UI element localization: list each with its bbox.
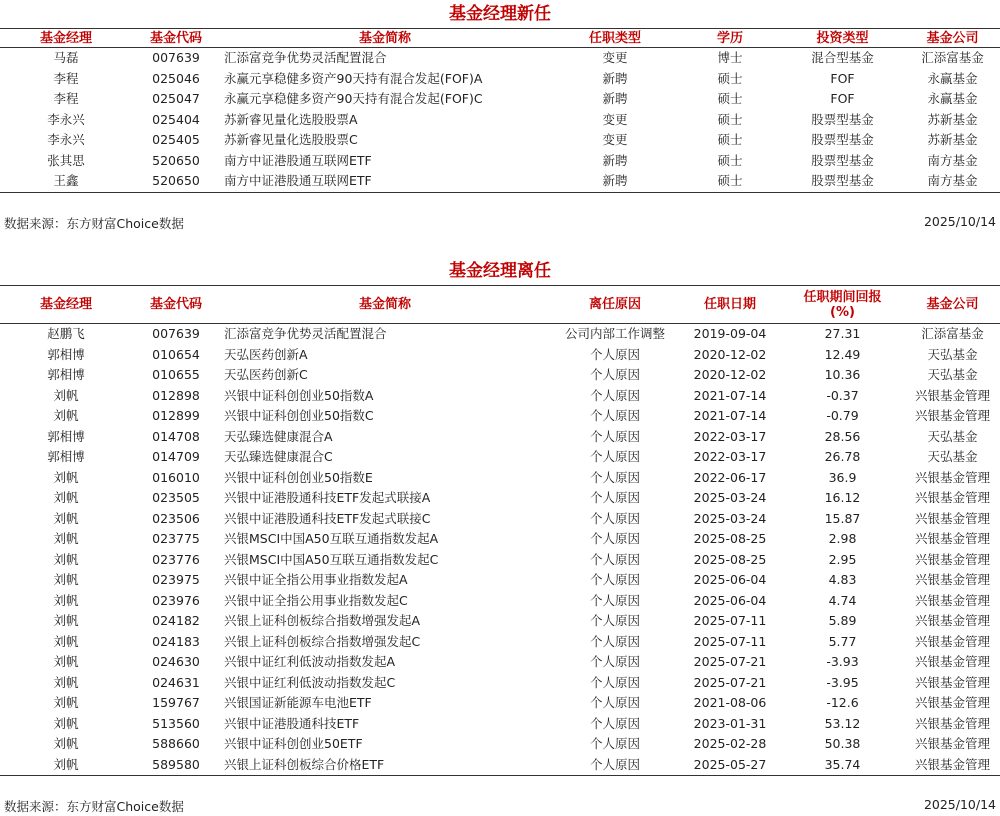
table-cell: 4.83 — [828, 572, 857, 587]
table-cell: 024630 — [152, 654, 200, 669]
table-cell: 2022-06-17 — [693, 469, 767, 485]
table-row — [0, 673, 1000, 694]
column-header: 基金代码 — [132, 29, 220, 48]
table-cell: 兴银国证新能源车电池ETF — [224, 695, 372, 710]
table-cell: 010654 — [152, 346, 200, 362]
table-cell: 兴银基金管理 — [914, 613, 990, 628]
table-cell: 李永兴 — [47, 132, 85, 147]
table-cell: 南方中证港股通互联网ETF — [220, 171, 550, 192]
table-cell: 刘帆 — [53, 387, 79, 403]
table-cell: 2025-07-21 — [693, 674, 767, 690]
table-cell: 公司内部工作调整 — [564, 326, 665, 341]
table-cell: 李程 — [53, 91, 79, 106]
table-cell: 兴银基金管理 — [905, 755, 1000, 776]
table-cell: 2025-03-24 — [693, 510, 767, 526]
table-cell: 个人原因 — [550, 755, 680, 776]
table-row — [0, 171, 1000, 192]
table-cell: 024631 — [152, 674, 200, 690]
table-cell: 天弘基金 — [927, 449, 978, 464]
table-cell: 个人原因 — [589, 633, 640, 649]
table-cell: 新聘 — [550, 171, 680, 192]
table-cell: 兴银上证科创板综合指数增强发起A — [224, 613, 421, 628]
table-cell: 个人原因 — [589, 428, 640, 444]
table-cell: 兴银中证科创创业50指数E — [224, 469, 373, 485]
table-cell: 苏新睿见量化选股股票A — [224, 111, 358, 127]
table-cell: 个人原因 — [589, 408, 640, 423]
table-cell: 007639 — [152, 326, 200, 341]
table-cell: 兴银基金管理 — [914, 408, 990, 423]
table-cell: 023505 — [152, 490, 200, 505]
table-cell: 个人原因 — [589, 715, 640, 731]
table-cell: 股票型基金 — [780, 171, 905, 192]
table-cell: 个人原因 — [589, 551, 640, 567]
table-cell: 兴银中证红利低波动指数发起A — [224, 654, 396, 669]
table-cell: 刘帆 — [53, 654, 79, 669]
table-cell: 硕士 — [680, 171, 780, 192]
table-cell: 南方中证港股通互联网ETF — [224, 152, 372, 168]
table-cell: 588660 — [152, 736, 200, 751]
column-header: 任职类型 — [550, 29, 680, 48]
table-cell: 硕士 — [717, 91, 743, 106]
table-cell: 2025-06-04 — [693, 592, 767, 608]
table-cell: 个人原因 — [589, 531, 640, 546]
table-row — [0, 488, 1000, 509]
table-cell: 2021-07-14 — [693, 387, 767, 403]
table-row — [0, 151, 1000, 172]
table-cell: 个人原因 — [589, 592, 640, 608]
table-row — [0, 324, 1000, 345]
table-cell: 永赢元享稳健多资产90天持有混合发起(FOF)C — [224, 91, 483, 106]
table-cell: 35.74 — [780, 755, 905, 776]
table-cell: 2023-01-31 — [693, 715, 767, 731]
table-cell: 007639 — [152, 50, 200, 65]
table-cell: 刘帆 — [53, 592, 79, 608]
table-cell: 混合型基金 — [811, 50, 874, 65]
table-cell: 014709 — [152, 449, 200, 464]
table-cell: -12.6 — [826, 695, 859, 710]
table-cell: 天弘基金 — [927, 346, 978, 362]
table-cell: 兴银中证港股通科技ETF发起式联接C — [224, 510, 431, 526]
table-cell: 南方基金 — [927, 152, 978, 168]
table-cell: 36.9 — [828, 469, 857, 485]
table-cell: 023976 — [152, 592, 200, 608]
new-managers-table — [0, 28, 1000, 193]
table-cell: -0.37 — [826, 387, 859, 403]
table-cell: 天弘医药创新C — [224, 367, 308, 382]
table-cell: FOF — [830, 91, 855, 106]
table-cell: 刘帆 — [53, 613, 79, 628]
table-cell: 025046 — [152, 70, 200, 86]
table-cell: 012899 — [152, 408, 200, 423]
table-cell: 个人原因 — [589, 387, 640, 403]
table-cell: 个人原因 — [589, 654, 640, 669]
table-cell: 个人原因 — [589, 449, 640, 464]
table-cell: 2.95 — [828, 551, 857, 567]
table-cell: 2020-12-02 — [693, 346, 767, 362]
table-cell: 变更 — [602, 50, 628, 65]
table-cell: 苏新睿见量化选股股票C — [224, 132, 358, 147]
table-cell: 26.78 — [824, 449, 861, 464]
column-header: 任职日期 — [680, 286, 780, 324]
table-cell: 2025-07-11 — [693, 633, 767, 649]
table-cell: 2025-03-24 — [693, 490, 767, 505]
table-row — [0, 69, 1000, 90]
table-cell: 兴银基金管理 — [914, 633, 990, 649]
table-cell: 变更 — [602, 132, 628, 147]
column-header: 基金公司 — [905, 29, 1000, 48]
table-cell: 汇添富基金 — [921, 326, 984, 341]
departed-managers-table — [0, 285, 1000, 776]
table-cell: 变更 — [602, 111, 628, 127]
column-header: 基金简称 — [220, 286, 550, 324]
table-cell: 兴银中证全指公用事业指数发起A — [224, 572, 408, 587]
table-row — [0, 427, 1000, 448]
table-cell: 2022-03-17 — [693, 428, 767, 444]
table-row — [0, 693, 1000, 714]
table-cell: 2020-12-02 — [693, 367, 767, 382]
table-cell: 苏新基金 — [927, 111, 978, 127]
table-cell: 个人原因 — [589, 613, 640, 628]
table-cell: 兴银基金管理 — [914, 592, 990, 608]
table-cell: 589580 — [132, 755, 220, 776]
table-cell: 郭相博 — [47, 428, 85, 444]
table-cell: 个人原因 — [589, 490, 640, 505]
column-header: 离任原因 — [550, 286, 680, 324]
table-row — [0, 468, 1000, 489]
table-cell: 刘帆 — [0, 755, 132, 776]
table-row — [0, 734, 1000, 755]
table-cell: 025404 — [152, 111, 200, 127]
table-cell: 兴银中证科创创业50ETF — [224, 736, 363, 751]
table-cell: 兴银基金管理 — [914, 490, 990, 505]
table-cell: 刘帆 — [53, 408, 79, 423]
table-cell: 张其思 — [47, 152, 85, 168]
table-cell: 王鑫 — [0, 171, 132, 192]
new-managers-title: 基金经理新任 — [449, 4, 551, 24]
table-cell: 兴银上证科创板综合指数增强发起C — [224, 633, 421, 649]
table-cell: -3.93 — [826, 654, 859, 669]
table-cell: 023975 — [152, 572, 200, 587]
table-cell: 5.77 — [828, 633, 857, 649]
table-cell: 个人原因 — [589, 367, 640, 382]
table-cell: 刘帆 — [53, 633, 79, 649]
table-cell: 023775 — [152, 531, 200, 546]
table-row — [0, 365, 1000, 386]
table-cell: 博士 — [717, 50, 743, 65]
table-cell: 15.87 — [824, 510, 861, 526]
table-row — [0, 591, 1000, 612]
table-cell: 024182 — [152, 613, 200, 628]
table-cell: 刘帆 — [53, 695, 79, 710]
table-cell: 刘帆 — [53, 531, 79, 546]
table-cell: 兴银MSCI中国A50互联互通指数发起C — [224, 551, 439, 567]
column-header: 基金经理 — [0, 286, 132, 324]
table-cell: 010655 — [152, 367, 200, 382]
table-cell: 50.38 — [824, 736, 861, 751]
table-cell: 天弘基金 — [927, 428, 978, 444]
departed-managers-title: 基金经理离任 — [449, 261, 551, 281]
table-cell: 023776 — [152, 551, 200, 567]
table-cell: 刘帆 — [53, 510, 79, 526]
table-row — [0, 632, 1000, 653]
table-cell: 016010 — [152, 469, 200, 485]
table-cell: 新聘 — [602, 91, 628, 106]
column-header: 基金代码 — [132, 286, 220, 324]
table-cell: 兴银中证科创创业50指数A — [224, 387, 374, 403]
table-row — [0, 48, 1000, 69]
table-cell: 兴银基金管理 — [914, 695, 990, 710]
table-cell: 个人原因 — [589, 736, 640, 751]
table-row — [0, 611, 1000, 632]
data-source-note: 数据来源：东方财富Choice数据 — [4, 799, 184, 814]
table-cell: 53.12 — [824, 715, 861, 731]
table-cell: 刘帆 — [53, 551, 79, 567]
table-cell: 个人原因 — [589, 572, 640, 587]
table-cell: 天弘医药创新A — [224, 346, 308, 362]
table-cell: 513560 — [152, 715, 200, 731]
table-cell: 2021-07-14 — [693, 408, 767, 423]
table-cell: 014708 — [152, 428, 200, 444]
table-cell: FOF — [830, 70, 855, 86]
table-cell: 李程 — [53, 70, 79, 86]
report-date: 2025/10/14 — [923, 797, 996, 812]
column-header: 学历 — [680, 29, 780, 48]
table-header-row — [0, 286, 1000, 324]
table-cell: 2025-06-04 — [693, 572, 767, 587]
table-cell: 永赢基金 — [927, 91, 978, 106]
table-row — [0, 89, 1000, 110]
table-cell: 兴银上证科创板综合价格ETF — [220, 755, 550, 776]
table-row — [0, 447, 1000, 468]
table-cell: 兴银中证科创创业50指数C — [224, 408, 374, 423]
table-cell: 新聘 — [602, 70, 628, 86]
table-cell: 025405 — [152, 132, 200, 147]
table-cell: 28.56 — [824, 428, 861, 444]
table-cell: 南方基金 — [905, 171, 1000, 192]
table-row — [0, 570, 1000, 591]
table-cell: 郭相博 — [47, 367, 85, 382]
table-cell: 兴银MSCI中国A50互联互通指数发起A — [224, 531, 439, 546]
table-cell: 2025-05-27 — [680, 755, 780, 776]
table-cell: 520650 — [132, 171, 220, 192]
table-cell: -0.79 — [826, 408, 859, 423]
table-cell: 兴银基金管理 — [914, 674, 990, 690]
table-cell: 兴银基金管理 — [914, 572, 990, 587]
table-cell: 兴银基金管理 — [914, 654, 990, 669]
table-cell: 5.89 — [828, 613, 857, 628]
table-cell: 10.36 — [824, 367, 861, 382]
table-cell: 硕士 — [717, 70, 743, 86]
table-cell: 12.49 — [824, 346, 861, 362]
table-cell: -3.95 — [826, 674, 859, 690]
table-row — [0, 345, 1000, 366]
table-row — [0, 110, 1000, 131]
table-cell: 汇添富竞争优势灵活配置混合 — [224, 326, 387, 341]
column-header: 投资类型 — [780, 29, 905, 48]
table-cell: 郭相博 — [47, 449, 85, 464]
table-cell: 硕士 — [717, 111, 743, 127]
table-cell: 汇添富竞争优势灵活配置混合 — [224, 50, 387, 65]
table-cell: 苏新基金 — [927, 132, 978, 147]
table-row — [0, 652, 1000, 673]
table-cell: 个人原因 — [589, 346, 640, 362]
table-cell: 兴银中证港股通科技ETF发起式联接A — [224, 490, 431, 505]
table-cell: 股票型基金 — [811, 152, 874, 168]
table-row — [0, 386, 1000, 407]
table-cell: 天弘基金 — [927, 367, 978, 382]
table-cell: 2021-08-06 — [693, 695, 767, 710]
table-cell: 硕士 — [717, 132, 743, 147]
table-cell: 赵鹏飞 — [47, 326, 85, 341]
table-cell: 159767 — [152, 695, 200, 710]
table-cell: 个人原因 — [589, 695, 640, 710]
table-cell: 023506 — [152, 510, 200, 526]
table-row — [0, 550, 1000, 571]
table-cell: 2019-09-04 — [693, 326, 767, 341]
column-header: 基金简称 — [220, 29, 550, 48]
table-cell: 兴银基金管理 — [914, 387, 990, 403]
table-row — [0, 714, 1000, 735]
table-cell: 兴银基金管理 — [914, 469, 990, 485]
table-cell: 兴银基金管理 — [914, 715, 990, 731]
table-cell: 永赢基金 — [927, 70, 978, 86]
table-cell: 2025-08-25 — [693, 531, 767, 546]
table-cell: 兴银基金管理 — [914, 510, 990, 526]
table-cell: 2025-07-11 — [693, 613, 767, 628]
table-cell: 天弘臻选健康混合C — [224, 449, 333, 464]
table-cell: 兴银基金管理 — [914, 551, 990, 567]
table-cell: 025047 — [152, 91, 200, 106]
table-cell: 2.98 — [828, 531, 857, 546]
table-cell: 27.31 — [824, 326, 861, 341]
table-cell: 2025-08-25 — [693, 551, 767, 567]
table-cell: 2025-02-28 — [693, 736, 767, 751]
table-cell: 兴银中证红利低波动指数发起C — [224, 674, 396, 690]
table-cell: 个人原因 — [589, 674, 640, 690]
table-cell: 股票型基金 — [811, 111, 874, 127]
table-cell: 刘帆 — [53, 469, 79, 485]
table-cell: 兴银中证全指公用事业指数发起C — [224, 592, 408, 608]
table-cell: 兴银基金管理 — [914, 531, 990, 546]
table-cell: 刘帆 — [53, 572, 79, 587]
column-header: 基金公司 — [905, 286, 1000, 324]
column-header: 基金经理 — [0, 29, 132, 48]
table-cell: 刘帆 — [53, 490, 79, 505]
table-cell: 刘帆 — [53, 736, 79, 751]
table-cell: 马磊 — [53, 50, 79, 65]
table-cell: 2022-03-17 — [693, 449, 767, 464]
table-row — [0, 755, 1000, 776]
table-cell: 新聘 — [602, 152, 628, 168]
table-row — [0, 406, 1000, 427]
table-cell: 李永兴 — [47, 111, 85, 127]
table-cell: 个人原因 — [589, 469, 640, 485]
table-cell: 012898 — [152, 387, 200, 403]
table-cell: 个人原因 — [589, 510, 640, 526]
table-cell: 郭相博 — [47, 346, 85, 362]
table-cell: 股票型基金 — [811, 132, 874, 147]
table-cell: 520650 — [152, 152, 200, 168]
report-date: 2025/10/14 — [923, 214, 996, 229]
table-cell: 天弘臻选健康混合A — [224, 428, 333, 444]
table-cell: 刘帆 — [53, 715, 79, 731]
table-cell: 4.74 — [828, 592, 857, 608]
table-row — [0, 529, 1000, 550]
table-cell: 硕士 — [717, 152, 743, 168]
table-row — [0, 130, 1000, 151]
table-cell: 汇添富基金 — [921, 50, 984, 65]
table-cell: 024183 — [152, 633, 200, 649]
table-cell: 16.12 — [824, 490, 861, 505]
column-header: 任职期间回报(%) — [780, 286, 905, 324]
table-cell: 兴银中证港股通科技ETF — [224, 715, 360, 731]
table-cell: 永赢元享稳健多资产90天持有混合发起(FOF)A — [224, 70, 483, 86]
table-cell: 兴银基金管理 — [914, 736, 990, 751]
table-row — [0, 509, 1000, 530]
data-source-note: 数据来源：东方财富Choice数据 — [4, 216, 184, 231]
table-cell: 刘帆 — [53, 674, 79, 690]
table-header-row — [0, 29, 1000, 48]
table-cell: 2025-07-21 — [693, 654, 767, 669]
